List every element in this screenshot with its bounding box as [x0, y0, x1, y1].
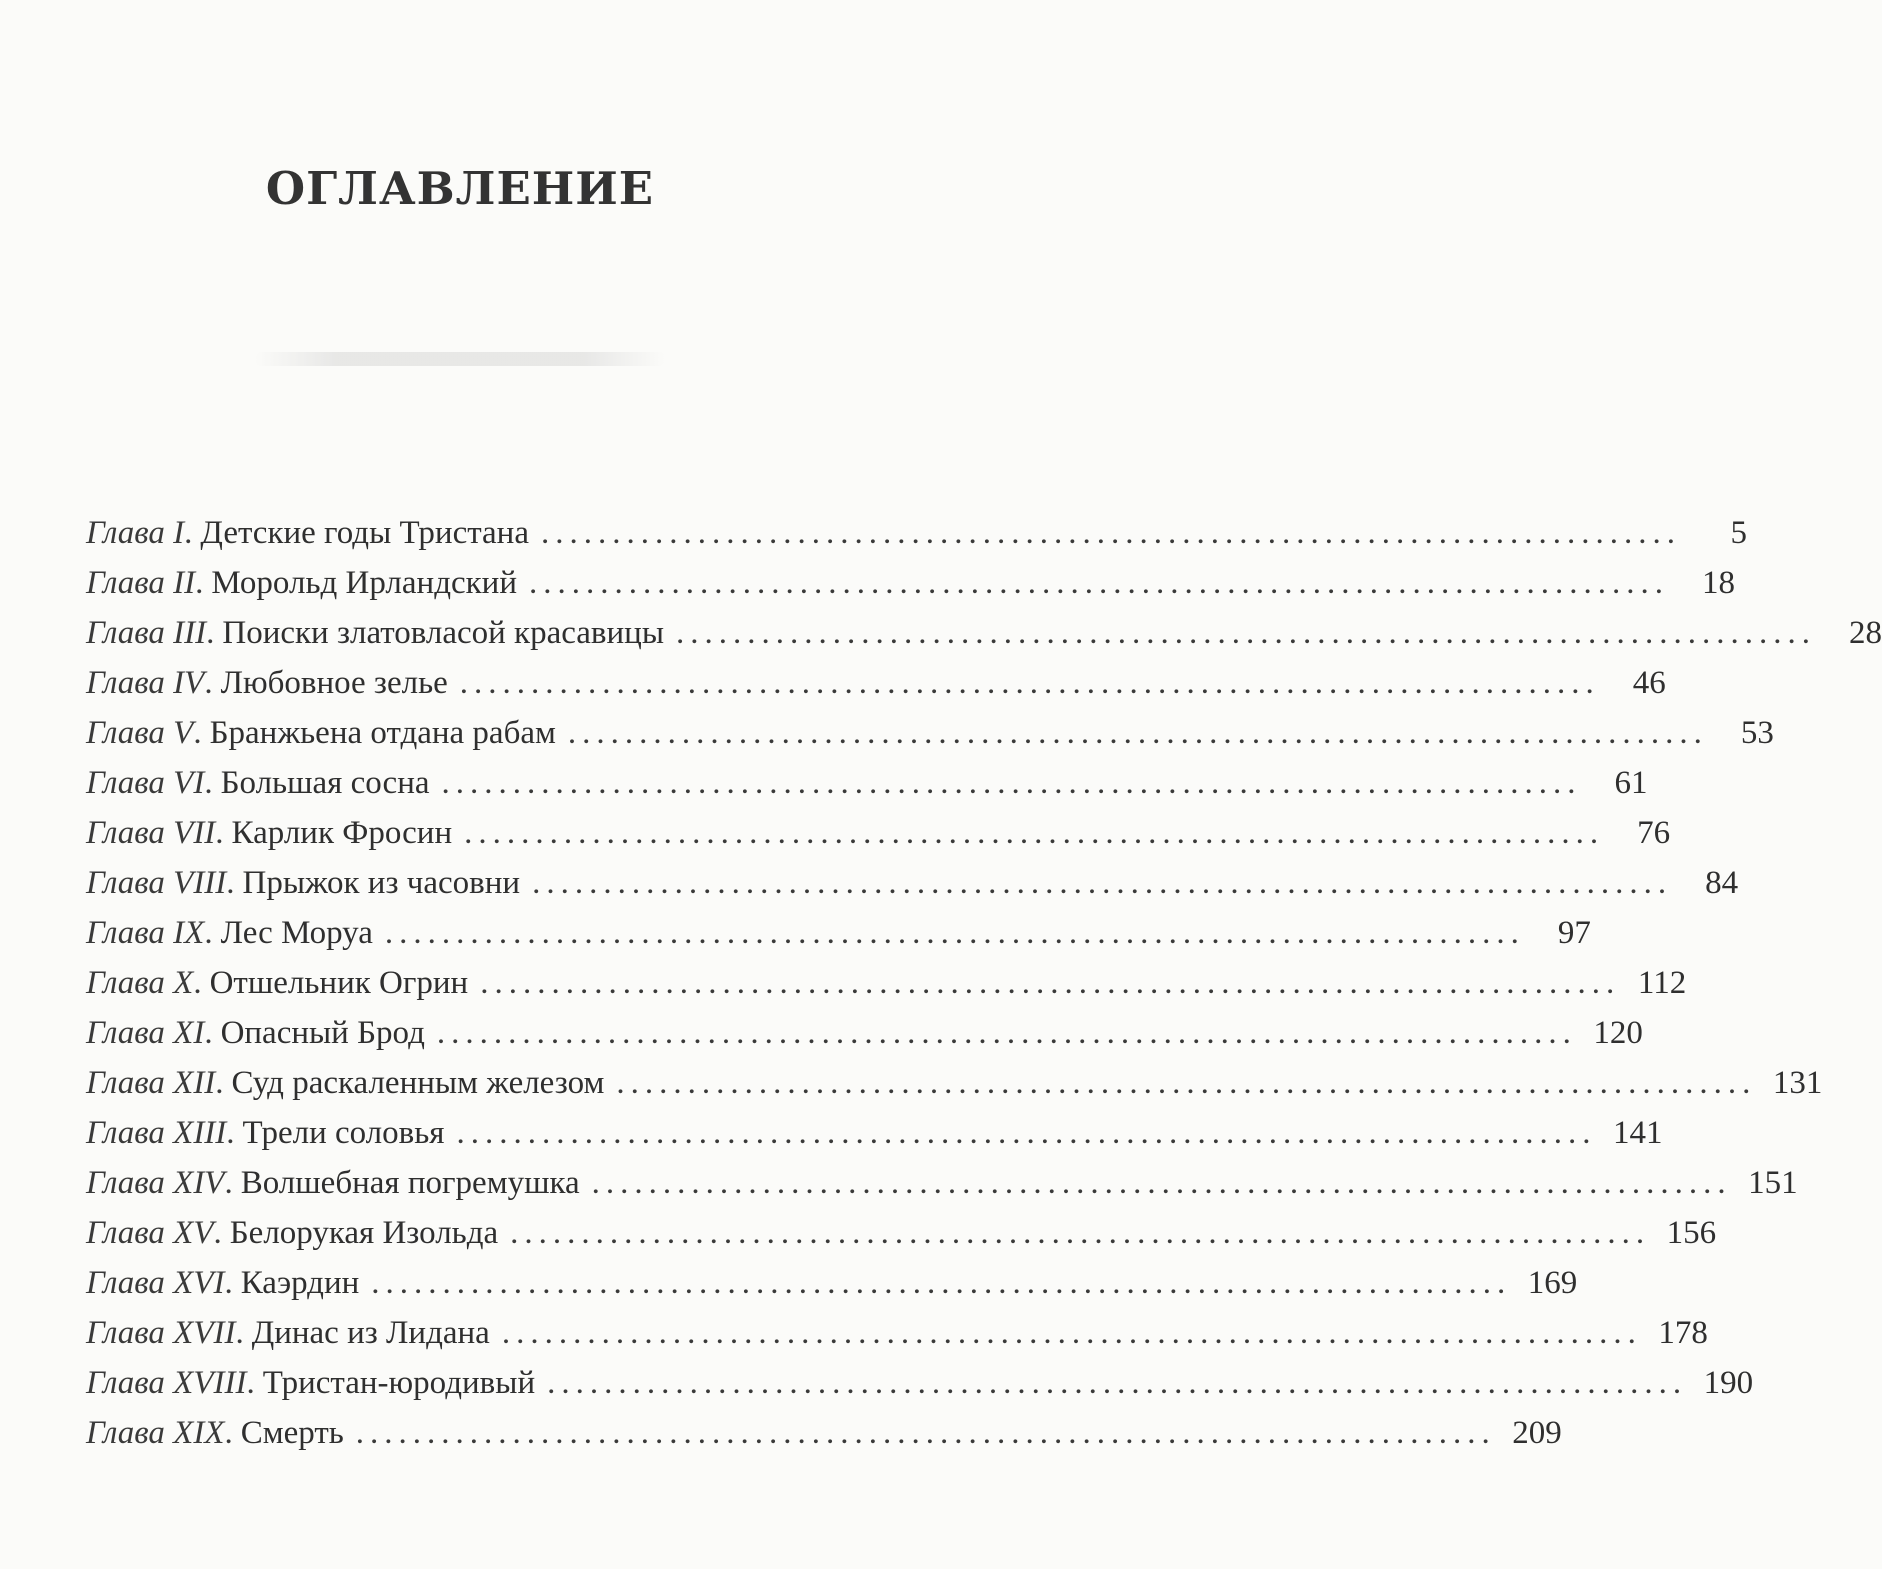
chapter-title: Суд раскаленным железом	[231, 1065, 605, 1101]
dot-leader: ................................................................................	[547, 1365, 1688, 1401]
label-separator: .	[235, 1315, 244, 1351]
toc-entry	[86, 1208, 1717, 1258]
chapter-title: Любовное зелье	[220, 665, 448, 701]
chapter-title: Каэрдин	[240, 1265, 360, 1301]
dot-leader: ................................................................................	[464, 815, 1605, 851]
toc-entry	[86, 1108, 1663, 1158]
chapter-label: Глава XIV	[86, 1165, 225, 1201]
toc-entry	[86, 558, 1735, 608]
chapter-title: Детские годы Тристана	[200, 515, 529, 551]
toc-entry	[86, 608, 1882, 658]
dot-leader: ................................................................................	[355, 1415, 1496, 1451]
chapter-label: Глава IX	[86, 915, 205, 951]
label-separator: .	[204, 665, 213, 701]
toc-entry	[86, 658, 1666, 708]
chapter-label: Глава VII	[86, 815, 216, 851]
toc-entry	[86, 758, 1648, 808]
chapter-label: Глава XIII	[86, 1115, 227, 1151]
toc-entry	[86, 1258, 1578, 1308]
chapter-label: Глава XVI	[86, 1265, 225, 1301]
label-separator: .	[215, 815, 224, 851]
chapter-title: Морольд Ирландский	[211, 565, 517, 601]
page-number: 18	[1702, 565, 1735, 601]
dot-leader: ................................................................................	[371, 1265, 1512, 1301]
page-number: 5	[1730, 515, 1747, 551]
dot-leader: ................................................................................	[541, 515, 1681, 551]
page-number: 28	[1849, 615, 1882, 651]
chapter-title: Опасный Брод	[220, 1015, 425, 1051]
toc-entry	[86, 908, 1591, 958]
page-number: 61	[1614, 765, 1648, 801]
dot-leader: ................................................................................	[616, 1065, 1757, 1101]
page-number: 84	[1705, 865, 1739, 901]
page-number: 190	[1703, 1365, 1754, 1401]
chapter-title: Поиски златовласой красавицы	[222, 615, 665, 651]
label-separator: .	[206, 615, 215, 651]
label-separator: .	[224, 1265, 233, 1301]
table-of-contents	[86, 508, 1882, 1458]
chapter-label: Глава XV	[86, 1215, 214, 1251]
show-through-mark	[255, 352, 665, 366]
dot-leader: ................................................................................	[591, 1165, 1732, 1201]
label-separator: .	[226, 1115, 235, 1151]
chapter-label: Глава II	[86, 565, 196, 601]
toc-entry	[86, 808, 1671, 858]
chapter-title: Карлик Фросин	[231, 815, 453, 851]
label-separator: .	[224, 1165, 233, 1201]
dot-leader: ................................................................................	[384, 915, 1525, 951]
label-separator: .	[204, 765, 213, 801]
toc-entry	[86, 958, 1687, 1008]
chapter-label: Глава III	[86, 615, 207, 651]
dot-leader: ................................................................................	[441, 765, 1582, 801]
page-number: 141	[1612, 1115, 1663, 1151]
chapter-title: Смерть	[240, 1415, 344, 1451]
chapter-label: Глава I	[86, 515, 185, 551]
chapter-label: Глава IV	[86, 665, 205, 701]
chapter-label: Глава X	[86, 965, 194, 1001]
chapter-label: Глава VI	[86, 765, 205, 801]
label-separator: .	[224, 1415, 233, 1451]
dot-leader: ................................................................................	[567, 715, 1708, 751]
label-separator: .	[226, 865, 235, 901]
dot-leader: ................................................................................	[529, 565, 1669, 601]
chapter-title: Большая сосна	[220, 765, 430, 801]
page-number: 131	[1772, 1065, 1823, 1101]
toc-entry	[86, 1158, 1798, 1208]
label-separator: .	[246, 1365, 255, 1401]
chapter-title: Лес Моруа	[220, 915, 373, 951]
chapter-label: Глава XII	[86, 1065, 216, 1101]
page-title: ОГЛАВЛЕНИЕ	[265, 162, 655, 215]
toc-entry	[86, 1008, 1643, 1058]
page-number: 178	[1658, 1315, 1708, 1351]
page-number: 97	[1557, 915, 1591, 951]
page-number: 46	[1632, 665, 1666, 701]
toc-entry	[86, 1358, 1754, 1408]
page-number: 53	[1740, 715, 1774, 751]
chapter-label: Глава XVII	[86, 1315, 236, 1351]
dot-leader: ................................................................................	[456, 1115, 1597, 1151]
label-separator: .	[193, 715, 202, 751]
chapter-label: Глава XVIII	[86, 1365, 247, 1401]
chapter-title: Динас из Лидана	[251, 1315, 490, 1351]
label-separator: .	[204, 915, 213, 951]
toc-entry	[86, 708, 1774, 758]
label-separator: .	[184, 515, 193, 551]
chapter-title: Волшебная погремушка	[240, 1165, 580, 1201]
chapter-title: Белорукая Изольда	[229, 1215, 499, 1251]
label-separator: .	[204, 1015, 213, 1051]
dot-leader: ................................................................................	[532, 865, 1673, 901]
label-separator: .	[193, 965, 202, 1001]
toc-entry	[86, 1058, 1823, 1108]
page-number: 169	[1527, 1265, 1578, 1301]
page-number: 76	[1637, 815, 1671, 851]
chapter-label: Глава XI	[86, 1015, 205, 1051]
page-number: 209	[1512, 1415, 1562, 1451]
page-number: 120	[1593, 1015, 1643, 1051]
page-number: 151	[1748, 1165, 1798, 1201]
chapter-label: Глава VIII	[86, 865, 227, 901]
chapter-title: Трели соловья	[242, 1115, 445, 1151]
label-separator: .	[213, 1215, 222, 1251]
dot-leader: ................................................................................	[480, 965, 1621, 1001]
chapter-label: Глава V	[86, 715, 194, 751]
dot-leader: ................................................................................	[501, 1315, 1642, 1351]
chapter-title: Тристан-юродивый	[262, 1365, 536, 1401]
page-number: 112	[1637, 965, 1687, 1001]
label-separator: .	[215, 1065, 224, 1101]
dot-leader: ................................................................................	[510, 1215, 1651, 1251]
dot-leader: ................................................................................	[436, 1015, 1577, 1051]
dot-leader: ................................................................................	[459, 665, 1600, 701]
dot-leader: ................................................................................	[676, 615, 1817, 651]
page-number: 156	[1666, 1215, 1717, 1251]
toc-entry	[86, 508, 1747, 558]
toc-entry	[86, 1308, 1708, 1358]
toc-entry	[86, 1408, 1562, 1458]
chapter-title: Бранжьена отдана рабам	[209, 715, 556, 751]
toc-entry	[86, 858, 1739, 908]
label-separator: .	[195, 565, 204, 601]
chapter-title: Отшельник Огрин	[209, 965, 469, 1001]
chapter-label: Глава XIX	[86, 1415, 225, 1451]
chapter-title: Прыжок из часовни	[242, 865, 521, 901]
